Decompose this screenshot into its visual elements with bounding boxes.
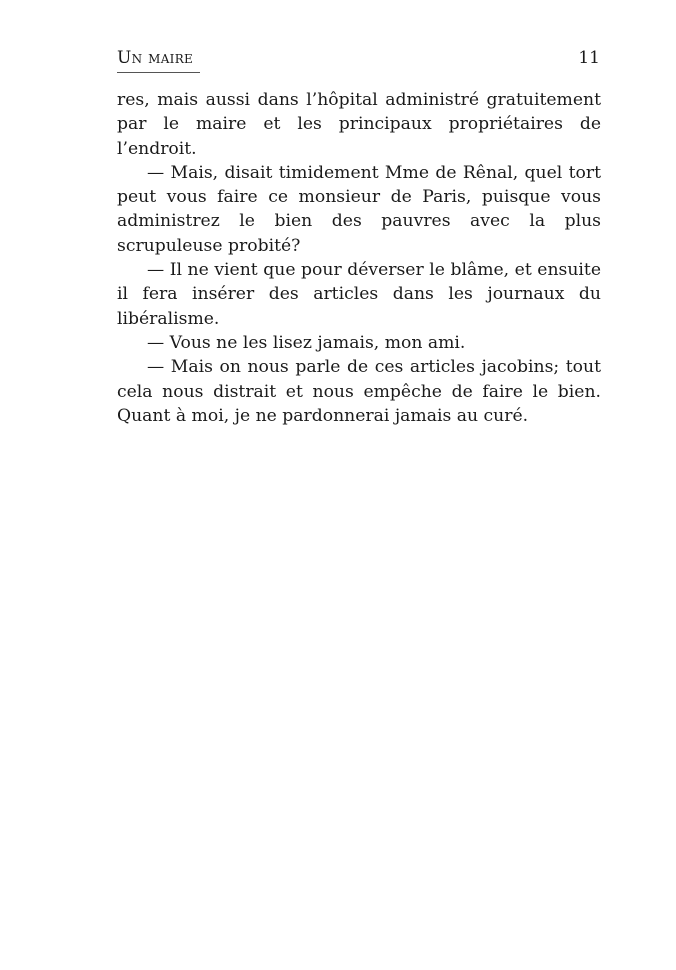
running-head-title: Un maire bbox=[117, 48, 194, 68]
running-head-rule bbox=[117, 72, 200, 73]
running-head bbox=[117, 48, 601, 72]
paragraph-dialogue: — Mais, disait timidement Mme de Rênal, quel tort peut vous faire ce monsieur de Paris, puisque vous administrez le bien des pauvres avec la plus scrupuleuse probité? bbox=[117, 162, 601, 256]
paragraph-dialogue: — Il ne vient que pour déverser le blâme, et ensuite il fera insérer des articles dans les journaux du libéralisme. bbox=[117, 260, 601, 329]
paragraph-dialogue: — Vous ne les lisez jamais, mon ami. bbox=[147, 332, 466, 353]
page-number: 11 bbox=[578, 48, 600, 68]
paragraph-dialogue: — Mais on nous parle de ces articles jacobins; tout cela nous distrait et nous empêche de faire le bien. Quant à moi, je ne pardonnerai jamais au curé. bbox=[117, 357, 601, 426]
body-text bbox=[117, 88, 601, 428]
page-content bbox=[117, 48, 601, 426]
paragraph-continued: res, mais aussi dans l’hôpital administré gratuitement par le maire et les principaux propriétaires de l’endroit. bbox=[117, 90, 601, 159]
